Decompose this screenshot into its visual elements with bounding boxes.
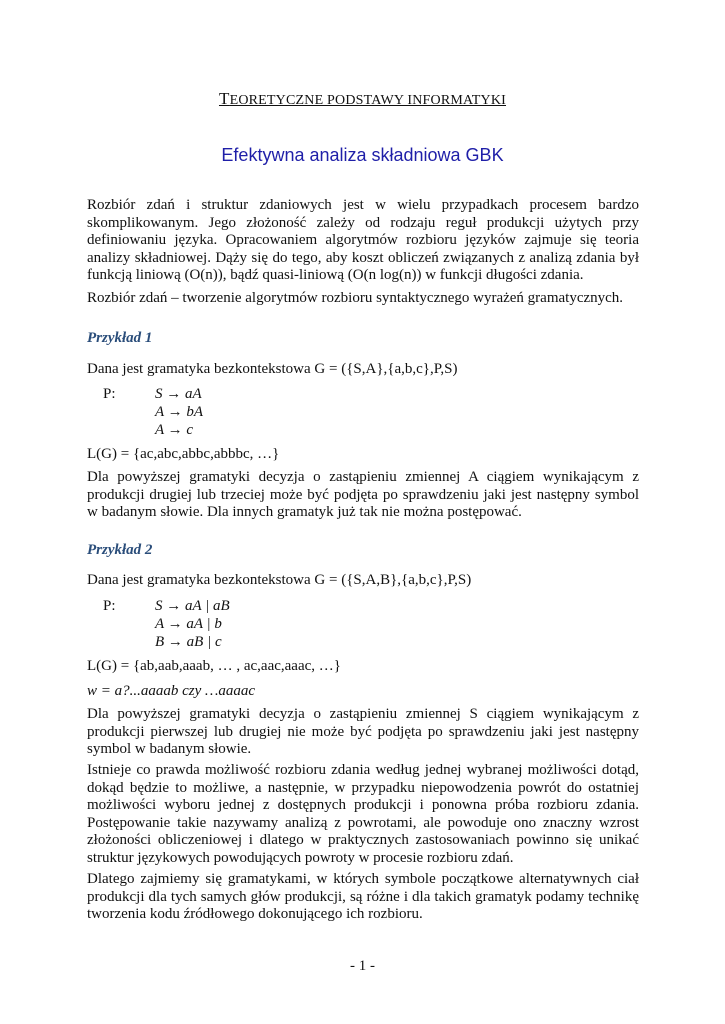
document-title: Efektywna analiza składniowa GBK bbox=[221, 145, 504, 165]
header-initial: T bbox=[218, 89, 230, 108]
example-2-p-label: P: bbox=[103, 598, 116, 614]
backtracking-paragraph: Istnieje co prawda możliwość rozbioru zdania według jednej wybranej możliwości dotąd, dokąd będzie to możliwe, a następnie, w przypadku niepowodzenia powrót do ostatniej możliwości wyboru jednej z dostępnych produkcji i ponowna próba rozbioru zdania. Postępowanie takie nazywamy analizą z powrotami, ale powoduje ono znaczny wzrost złożoności obliczeniowej i dlatego w praktycznych zastosowaniach powinno się unikać struktur językowych powodujących powroty w procesie rozbioru zdań. bbox=[87, 762, 639, 866]
example-1-production: S → aA bbox=[155, 386, 202, 402]
example-1-production: A → bA bbox=[155, 404, 204, 420]
example-2-word: w = a?...aaaab czy …aaaac bbox=[87, 683, 256, 699]
example-1-grammar: Dana jest gramatyka bezkontekstowa G = ({S,A},{a,b,c},P,S) bbox=[87, 361, 458, 377]
intro-paragraph-2: Rozbiór zdań – tworzenie algorytmów rozbioru syntaktycznego wyrażeń gramatycznych. bbox=[87, 290, 624, 306]
example-2-heading: Przykład 2 bbox=[87, 542, 153, 558]
running-header bbox=[0, 89, 725, 109]
intro-paragraph-1: Rozbiór zdań i struktur zdaniowych jest w wielu przypadkach procesem bardzo skomplikowanym. Jego złożoność zależy od rodzaju reguł produkcji użytych przy definiowaniu języka. Opracowaniem algorytmów rozbioru języków zajmuje się teoria analizy składniowej. Dąży się do tego, aby koszt obliczeń związanych z analizą zdania był funkcją liniową (O(n)), bądź quasi-liniową (O(n log(n)) w funkcji długości zdania. bbox=[87, 197, 639, 283]
example-2-production: S → aA | aB bbox=[155, 598, 230, 614]
example-2-production: B → aB | c bbox=[155, 634, 222, 650]
final-paragraph: Dlatego zajmiemy się gramatykami, w których symbole początkowe alternatywnych ciał produkcji dla tych samych głów produkcji, są różne i dla takich gramatyk podamy technikę tworzenia kodu źródłowego dokonującego ich rozbioru. bbox=[87, 871, 639, 922]
example-1-production: A → c bbox=[155, 422, 194, 438]
example-2-language: L(G) = {ab,aab,aaab, … , ac,aac,aaac, …} bbox=[87, 658, 341, 674]
page-number: - 1 - bbox=[350, 958, 375, 974]
header-rest: EORETYCZNE PODSTAWY INFORMATYKI bbox=[229, 93, 507, 108]
example-2-comment: Dla powyższej gramatyki decyzja o zastąpieniu zmiennej S ciągiem wynikającym z produkcji pierwszej lub drugiej nie może być podjęta po sprawdzeniu jaki jest następny symbol w badanym słowie. bbox=[87, 706, 639, 757]
example-1-heading: Przykład 1 bbox=[87, 330, 153, 346]
example-2-grammar: Dana jest gramatyka bezkontekstowa G = ({S,A,B},{a,b,c},P,S) bbox=[87, 572, 472, 588]
example-1-comment: Dla powyższej gramatyki decyzja o zastąpieniu zmiennej A ciągiem wynikającym z produkcji drugiej lub trzeciej może być podjęta po sprawdzeniu jaki jest następny symbol w badanym słowie. Dla innych gramatyk już tak nie można postępować. bbox=[87, 469, 639, 520]
example-1-p-label: P: bbox=[103, 386, 116, 402]
example-2-production: A → aA | b bbox=[155, 616, 222, 632]
example-1-language: L(G) = {ac,abc,abbc,abbbc, …} bbox=[87, 446, 280, 462]
